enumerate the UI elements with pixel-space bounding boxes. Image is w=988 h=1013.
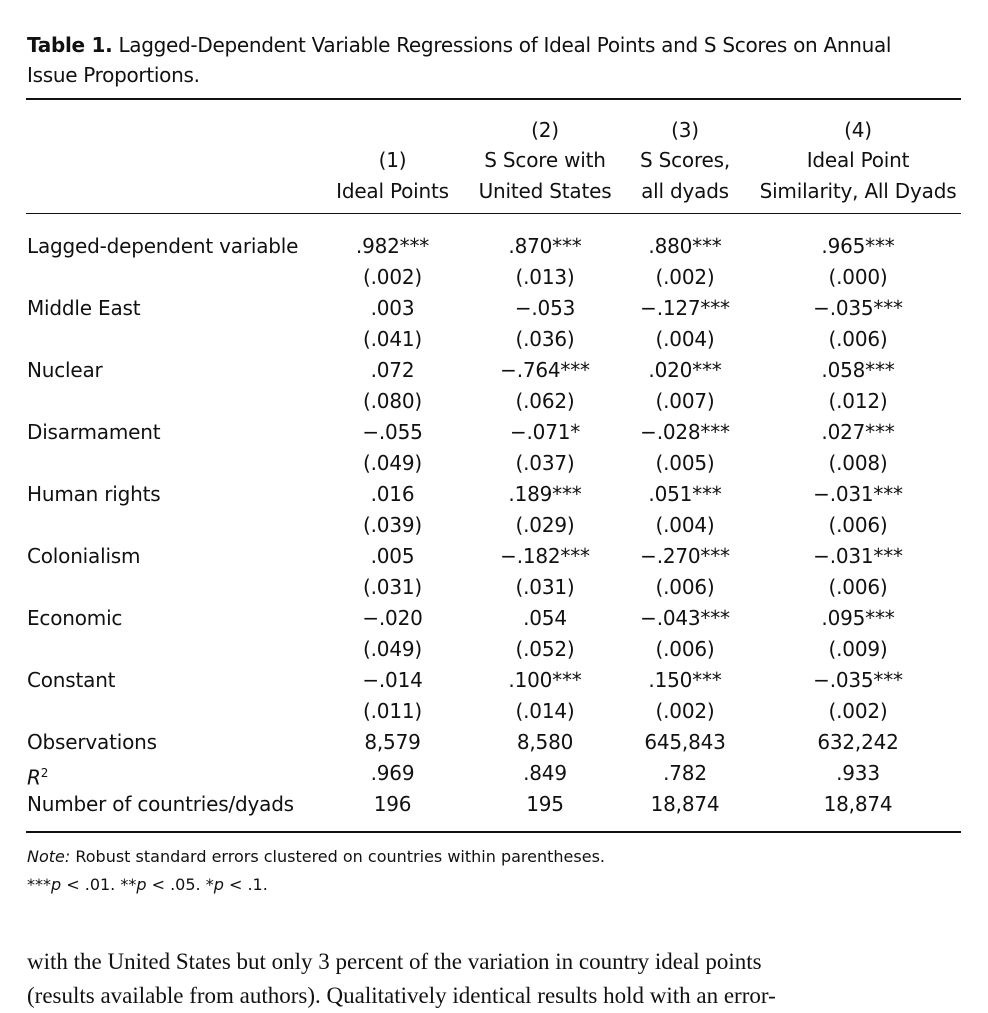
coefficient-cell: .051***	[648, 482, 722, 506]
standard-error-cell: (.029)	[515, 513, 575, 537]
row-label: Human rights	[27, 482, 161, 506]
stat-label: Number of countries/dyads	[27, 792, 294, 816]
coefficient-cell: −.182***	[500, 544, 590, 568]
stat-label-superscript: 2	[40, 766, 49, 780]
caption-label: Table 1.	[27, 33, 113, 57]
standard-error-cell: (.002)	[363, 265, 422, 289]
note-label: Note:	[27, 847, 71, 866]
coefficient-cell: .016	[370, 482, 415, 506]
table-header-rule	[26, 213, 961, 214]
standard-error-cell: (.049)	[363, 451, 422, 475]
standard-error-cell: (.011)	[363, 699, 422, 723]
coefficient-cell: −.053	[514, 296, 576, 320]
coefficient-cell: .027***	[821, 420, 895, 444]
significance-note	[27, 873, 268, 897]
coefficient-cell: −.031***	[813, 544, 903, 568]
stat-value-cell: 632,242	[817, 730, 899, 754]
p-symbol: p	[51, 875, 62, 894]
coefficient-cell: .095***	[821, 606, 895, 630]
body-line-1: with the United States but only 3 percent of the variation in country ideal points	[27, 949, 762, 974]
stat-value-cell: 18,874	[823, 792, 893, 816]
stat-value-cell: .933	[836, 761, 880, 785]
stat-value-cell: 8,579	[364, 730, 421, 754]
table-bottom-rule	[26, 831, 961, 833]
coefficient-cell: .870***	[508, 234, 582, 258]
standard-error-cell: (.002)	[828, 699, 888, 723]
coefficient-cell: −.055	[362, 420, 423, 444]
column-header-2-line2: United States	[478, 179, 612, 203]
standard-error-cell: (.000)	[828, 265, 888, 289]
standard-error-cell: (.004)	[655, 513, 715, 537]
standard-error-cell: (.002)	[655, 265, 715, 289]
standard-error-cell: (.049)	[363, 637, 422, 661]
standard-error-cell: (.041)	[363, 327, 422, 351]
row-label: Constant	[27, 668, 116, 692]
p-symbol: p	[213, 875, 224, 894]
standard-error-cell: (.013)	[515, 265, 575, 289]
coefficient-cell: .054	[523, 606, 567, 630]
standard-error-cell: (.006)	[828, 513, 888, 537]
column-header-4-line2: Similarity, All Dyads	[759, 179, 957, 203]
standard-error-cell: (.008)	[828, 451, 888, 475]
standard-error-cell: (.004)	[655, 327, 715, 351]
coefficient-cell: −.028***	[640, 420, 730, 444]
caption-title-2: Issue Proportions.	[27, 63, 200, 87]
table-top-rule	[26, 98, 961, 100]
coefficient-cell: .003	[370, 296, 415, 320]
row-label: Economic	[27, 606, 123, 630]
coefficient-cell: .965***	[821, 234, 895, 258]
coefficient-cell: .982***	[355, 234, 430, 258]
standard-error-cell: (.031)	[363, 575, 422, 599]
standard-error-cell: (.039)	[363, 513, 422, 537]
coefficient-cell: .020***	[648, 358, 722, 382]
coefficient-cell: .150***	[648, 668, 722, 692]
caption-line-1	[27, 30, 957, 60]
column-header-1-num: (1)	[378, 148, 407, 172]
table-note	[27, 845, 605, 869]
coefficient-cell: .189***	[508, 482, 582, 506]
standard-error-cell: (.062)	[515, 389, 575, 413]
coefficient-cell: −.071*	[509, 420, 581, 444]
stat-value-cell: .782	[663, 761, 707, 785]
coefficient-cell: .100***	[508, 668, 582, 692]
coefficient-cell: .072	[370, 358, 415, 382]
row-label: Colonialism	[27, 544, 141, 568]
stat-value-cell: 8,580	[516, 730, 574, 754]
coefficient-cell: −.020	[362, 606, 423, 630]
column-header-3-line2: all dyads	[641, 179, 729, 203]
column-header-4-line1: Ideal Point	[806, 148, 910, 172]
coefficient-cell: .058***	[821, 358, 895, 382]
standard-error-cell: (.007)	[655, 389, 715, 413]
standard-error-cell: (.012)	[828, 389, 888, 413]
stat-label: Observations	[27, 730, 157, 754]
standard-error-cell: (.080)	[363, 389, 422, 413]
coefficient-cell: −.035***	[813, 668, 903, 692]
body-paragraph	[27, 945, 962, 1013]
column-header-4-num: (4)	[844, 118, 872, 142]
significance-text: < .01. **	[61, 875, 137, 894]
standard-error-cell: (.002)	[655, 699, 715, 723]
coefficient-cell: −.031***	[813, 482, 903, 506]
column-header-3-num: (3)	[671, 118, 699, 142]
column-header-1-line2: Ideal Points	[336, 179, 449, 203]
standard-error-cell: (.037)	[515, 451, 575, 475]
stat-value-cell: 195	[526, 792, 564, 816]
note-text: Robust standard errors clustered on countries within parentheses.	[70, 847, 605, 866]
stat-value-cell: 645,843	[644, 730, 726, 754]
stat-label-text: R	[27, 765, 41, 790]
column-header-3-line1: S Scores,	[639, 148, 731, 172]
standard-error-cell: (.036)	[515, 327, 575, 351]
coefficient-cell: −.043***	[640, 606, 730, 630]
significance-text: < .05. *	[146, 875, 214, 894]
p-symbol: p	[136, 875, 147, 894]
standard-error-cell: (.006)	[828, 575, 888, 599]
coefficient-cell: −.764***	[500, 358, 590, 382]
standard-error-cell: (.009)	[828, 637, 888, 661]
significance-text: ***	[27, 875, 51, 894]
row-label: Nuclear	[27, 358, 103, 382]
body-line-2: (results available from authors). Qualitatively identical results hold with an error-	[27, 983, 776, 1008]
significance-text: < .1.	[223, 875, 268, 894]
standard-error-cell: (.005)	[655, 451, 715, 475]
standard-error-cell: (.006)	[828, 327, 888, 351]
standard-error-cell: (.014)	[515, 699, 575, 723]
stat-value-cell: .969	[370, 761, 415, 785]
stat-value-cell: 196	[373, 792, 412, 816]
row-label: Disarmament	[27, 420, 161, 444]
row-label: Lagged-dependent variable	[27, 234, 299, 258]
coefficient-cell: −.035***	[813, 296, 903, 320]
coefficient-cell: .005	[370, 544, 415, 568]
stat-value-cell: .849	[523, 761, 567, 785]
standard-error-cell: (.006)	[655, 575, 715, 599]
standard-error-cell: (.052)	[515, 637, 575, 661]
stat-value-cell: 18,874	[650, 792, 720, 816]
coefficient-cell: .880***	[648, 234, 722, 258]
table-caption	[27, 30, 957, 90]
coefficient-cell: −.014	[362, 668, 423, 692]
row-label: Middle East	[27, 296, 141, 320]
coefficient-cell: −.270***	[640, 544, 730, 568]
coefficient-cell: −.127***	[640, 296, 730, 320]
column-header-2-line1: S Score with	[484, 148, 606, 172]
caption-title-1: Lagged-Dependent Variable Regressions of Ideal Points and S Scores on Annual	[118, 33, 892, 57]
column-header-2-num: (2)	[531, 118, 559, 142]
standard-error-cell: (.006)	[655, 637, 715, 661]
standard-error-cell: (.031)	[515, 575, 575, 599]
